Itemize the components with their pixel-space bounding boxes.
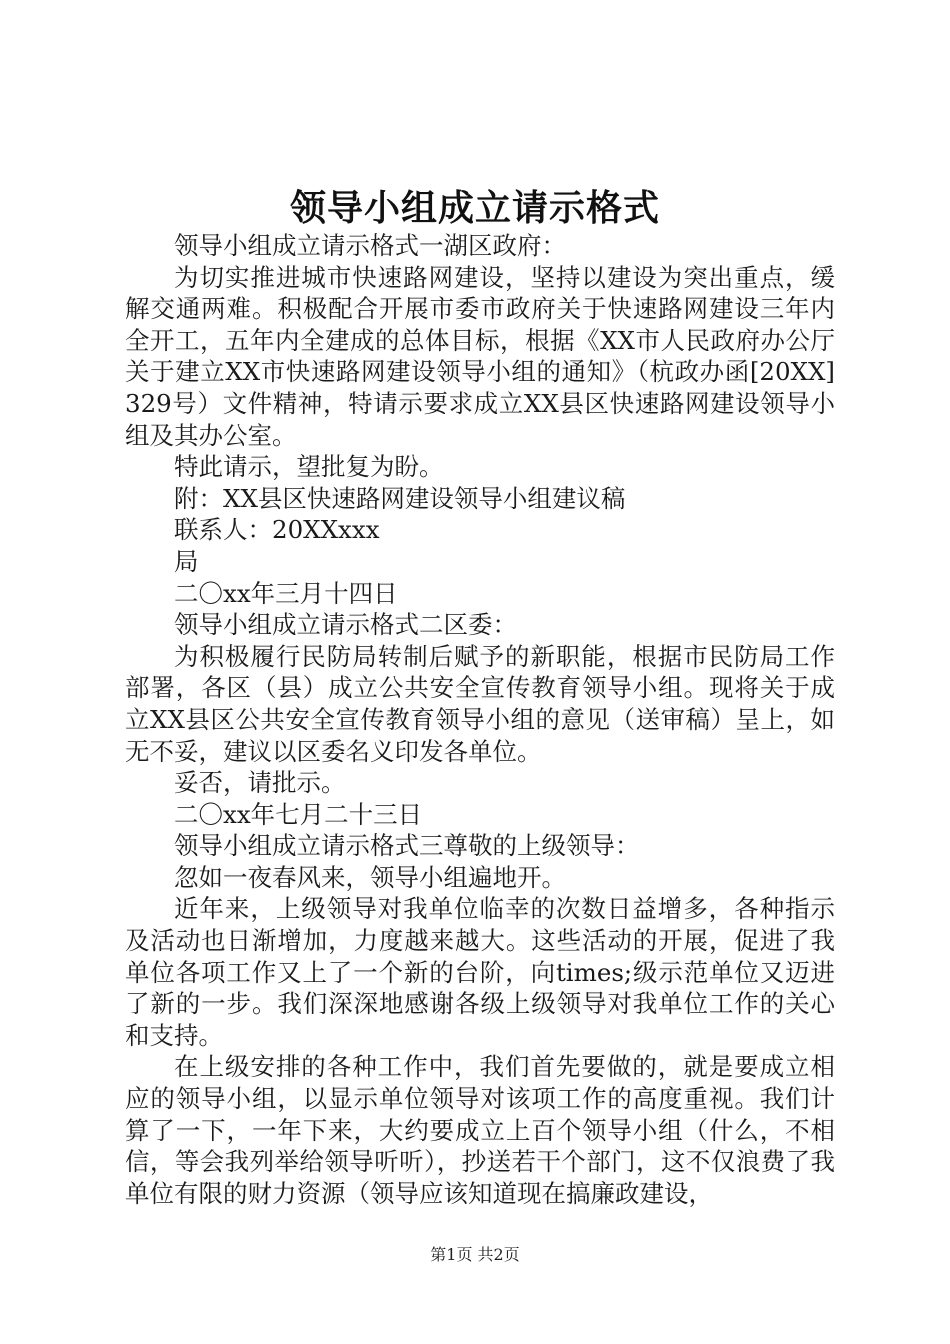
paragraph: 忽如一夜春风来，领导小组遍地开。 xyxy=(174,862,566,892)
paragraph: 附：XX县区快速路网建设领导小组建议稿 xyxy=(174,483,626,513)
paragraph: 联系人：20XXxxx xyxy=(174,515,380,545)
paragraph: 领导小组成立请示格式二区委： xyxy=(174,610,517,640)
paragraph: 领导小组成立请示格式三尊敬的上级领导： xyxy=(174,831,640,861)
document-title: 领导小组成立请示格式 xyxy=(289,187,660,229)
paragraph: 局 xyxy=(174,546,199,576)
paragraph: 领导小组成立请示格式一湖区政府： xyxy=(174,231,566,260)
paragraph: 为切实推进城市快速路网建设，坚持以建设为突出重点，缓解交通两难。积极配合开展市委市政府关于快速路网建设三年内全开工，五年内全建成的总体目标，根据《XX市人民政府办公厅关于建立XX市快速路网建设领导小组的通知》（杭政办函[20XX]329号）文件精神，特请示要求成立XX县区快速路网建设领导小组及其办公室。 xyxy=(125,262,835,450)
paragraph: 近年来，上级领导对我单位临幸的次数日益增多，各种指示及活动也日渐增加，力度越来越大。这些活动的开展，促进了我单位各项工作又上了一个新的台阶，向times;级示范单位又迈进了新的一步。我们深深地感谢各级上级领导对我单位工作的关心和支持。 xyxy=(125,894,835,1050)
paragraph: 二〇xx年七月二十三日 xyxy=(174,799,423,829)
paragraph: 在上级安排的各种工作中，我们首先要做的，就是要成立相应的领导小组，以显示单位领导对该项工作的高度重视。我们计算了一下，一年下来，大约要成立上百个领导小组（什么，不相信，等会我列举给领导听听），抄送若干个部门，这不仅浪费了我单位有限的财力资源（领导应该知道现在搞廉政建设， xyxy=(125,1052,835,1208)
paragraph: 为积极履行民防局转制后赋予的新职能，根据市民防局工作部署，各区（县）成立公共安全宣传教育领导小组。现将关于成立XX县区公共安全宣传教育领导小组的意见（送审稿）呈上，如无不妥，建议以区委名义印发各单位。 xyxy=(125,641,835,766)
document-body xyxy=(125,230,835,1209)
paragraph: 二〇xx年三月十四日 xyxy=(174,578,398,608)
page-footer: 第1页 共2页 xyxy=(430,1245,520,1264)
paragraph: 特此请示，望批复为盼。 xyxy=(174,452,444,482)
paragraph: 妥否，请批示。 xyxy=(174,768,346,798)
